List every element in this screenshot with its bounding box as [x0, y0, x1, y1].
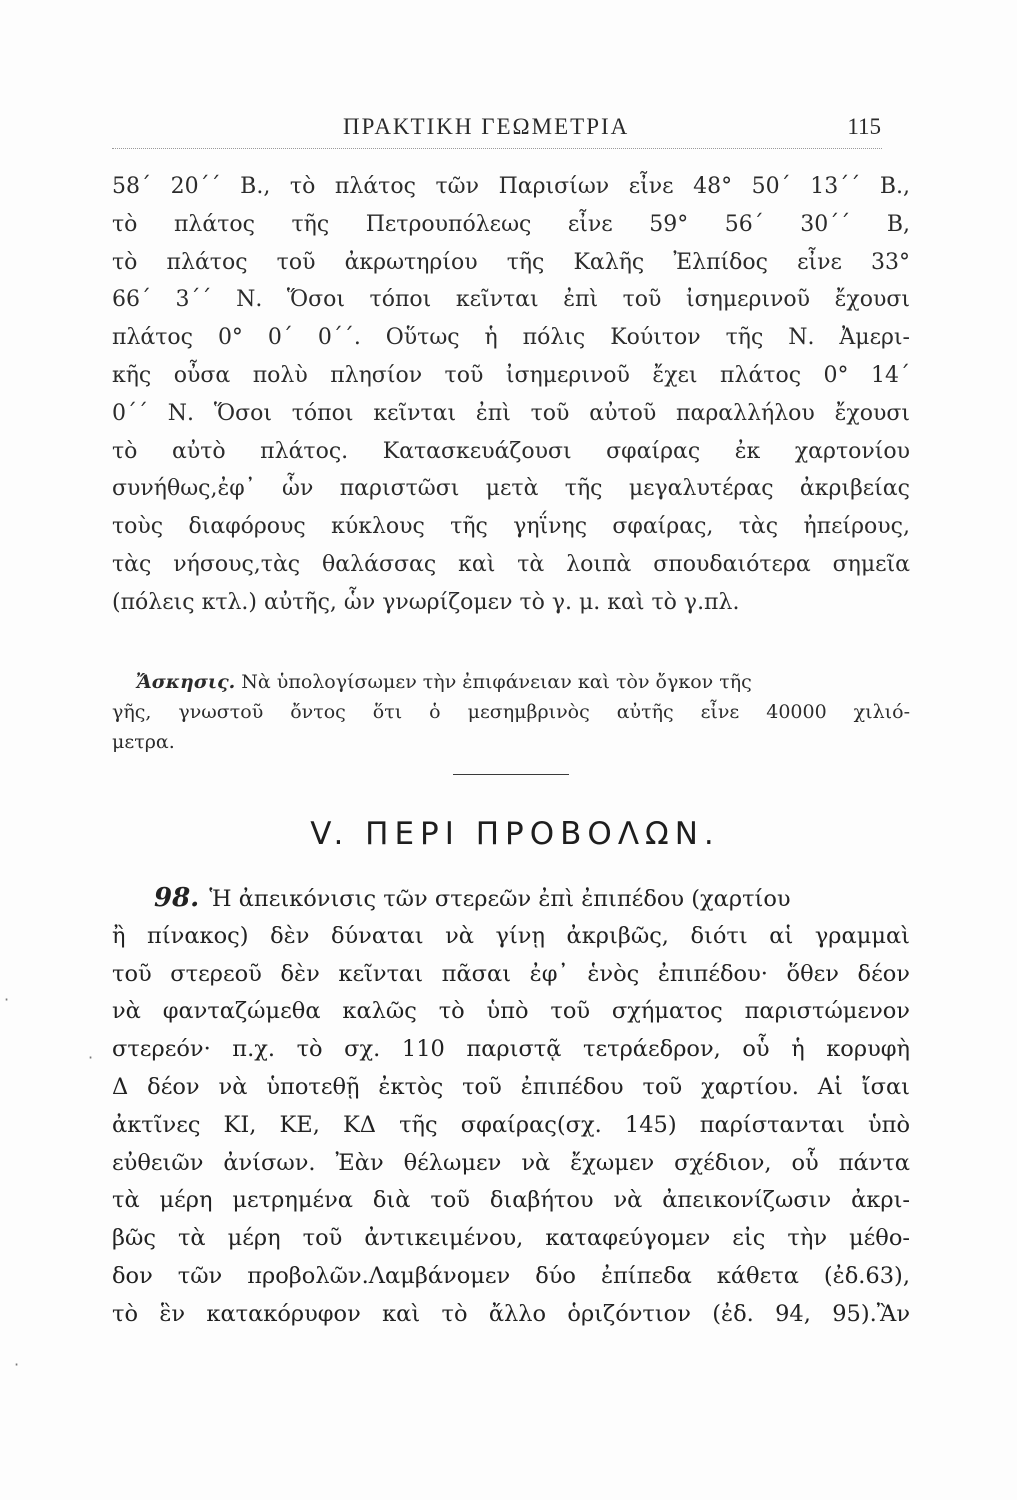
text-line: τὸ πλάτος τοῦ ἀκρωτηρίου τῆς Καλῆς Ἐλπίδος εἶνε 33° [112, 249, 910, 275]
text-line: τὸ αὐτὸ πλάτος. Κατασκευάζουσι σφαίρας ἐκ χαρτονίου [112, 438, 910, 464]
running-head [215, 114, 885, 148]
section-separator [453, 774, 569, 775]
exercise [112, 667, 910, 757]
text-line [112, 880, 910, 918]
page-number: 115 [847, 114, 881, 139]
text-line: συνήθως,ἐφ᾿ ὧν παριστῶσι μετὰ τῆς μεγαλυτέρας ἀκριβείας [112, 476, 910, 502]
text-line: δον τῶν προβολῶν.Λαμβάνομεν δύο ἐπίπεδα κάθετα (ἐδ.63), [112, 1262, 910, 1289]
text-line: Δ δέον νὰ ὑποτεθῇ ἐκτὸς τοῦ ἐπιπέδου τοῦ χαρτίου. Αἱ ἴσαι [112, 1073, 910, 1100]
text-line: τὸ πλάτος τῆς Πετρουπόλεως εἶνε 59° 56΄ 30΄΄ Β, [112, 211, 910, 237]
exercise-line: γῆς, γνωστοῦ ὄντος ὅτι ὁ μεσημβρινὸς αὐτῆς εἶνε 40000 χιλιό- [112, 701, 910, 723]
text-line: τὸ ἓν κατακόρυφον καὶ τὸ ἄλλο ὁριζόντιον (ἐδ. 94, 95).Ἂν [112, 1300, 910, 1327]
text-line: πλάτος 0° 0΄ 0΄΄. Οὕτως ἡ πόλις Κούιτον τῆς Ν. Ἀμερι- [112, 325, 910, 351]
text-line: τοῦ στερεοῦ δὲν κεῖνται πᾶσαι ἐφ᾿ ἑνὸς ἐπιπέδου· ὅθεν δέον [112, 960, 910, 987]
text-line: στερεόν· π.χ. τὸ σχ. 110 παριστᾷ τετράεδρον, οὗ ἡ κορυφὴ [112, 1036, 910, 1063]
text-line: (πόλεις κτλ.) αὐτῆς, ὧν γνωρίζομεν τὸ γ. μ. καὶ τὸ γ.πλ. [112, 589, 740, 615]
exercise-label: Ἄσκησις. [136, 671, 236, 693]
exercise-line: μετρα. [112, 731, 175, 753]
header-rule [112, 148, 882, 149]
exercise-text: Νὰ ὑπολογίσωμεν τὴν ἐπιφάνειαν καὶ τὸν ὄγκον τῆς [241, 671, 752, 693]
margin-speck: · [88, 1048, 94, 1067]
margin-speck: · [14, 1355, 20, 1374]
text-line: ἀκτῖνες ΚΙ, ΚΕ, ΚΔ τῆς σφαίρας(σχ. 145) παρίστανται ὑπὸ [112, 1111, 910, 1138]
text-line: βῶς τὰ μέρη τοῦ ἀντικειμένου, καταφεύγομεν εἰς τὴν μέθο- [112, 1225, 910, 1252]
margin-speck: · [4, 990, 10, 1009]
section-body [112, 880, 910, 1334]
text-line: τοὺς διαφόρους κύκλους τῆς γηΐνης σφαίρας, τὰς ἠπείρους, [112, 514, 910, 540]
section-heading: V. ΠΕΡΙ ΠΡΟΒΟΛΩΝ. [310, 816, 720, 852]
paragraph-number: 98. [154, 883, 200, 913]
text-line: νὰ φανταζώμεθα καλῶς τὸ ὑπὸ τοῦ σχήματος παριστώμενον [112, 998, 910, 1025]
text-line: εὐθειῶν ἀνίσων. Ἐὰν θέλωμεν νὰ ἔχωμεν σχέδιον, οὗ πάντα [112, 1149, 910, 1176]
text-line: ἢ πίνακος) δὲν δύναται νὰ γίνῃ ἀκριβῶς, διότι αἱ γραμμαὶ [112, 922, 910, 949]
running-title: ΠΡΑΚΤΙΚΗ ΓΕΩΜΕΤΡΙΑ [343, 114, 630, 139]
text-line: 58΄ 20΄΄ Β., τὸ πλάτος τῶν Παρισίων εἶνε 48° 50΄ 13΄΄ Β., [112, 174, 910, 199]
exercise-line [112, 667, 910, 697]
text-line: κῆς οὖσα πολὺ πλησίον τοῦ ἰσημερινοῦ ἔχει πλάτος 0° 14΄ [112, 362, 910, 388]
text-line: τὰς νήσους,τὰς θαλάσσας καὶ τὰ λοιπὰ σπουδαιότερα σημεῖα [112, 551, 910, 577]
text-line: τὰ μέρη μετρημένα διὰ τοῦ διαβήτου νὰ ἀπεικονίζωσιν ἀκρι- [112, 1187, 910, 1214]
paragraph-first-line: Ἡ ἀπεικόνισις τῶν στερεῶν ἐπὶ ἐπιπέδου (χαρτίου [209, 886, 791, 912]
text-line: 66΄ 3΄΄ Ν. Ὅσοι τόποι κεῖνται ἐπὶ τοῦ ἰσημερινοῦ ἔχουσι [112, 287, 910, 313]
body-text [112, 168, 910, 622]
text-line: 0΄΄ Ν. Ὅσοι τόποι κεῖνται ἐπὶ τοῦ αὐτοῦ παραλλήλου ἔχουσι [112, 400, 910, 426]
